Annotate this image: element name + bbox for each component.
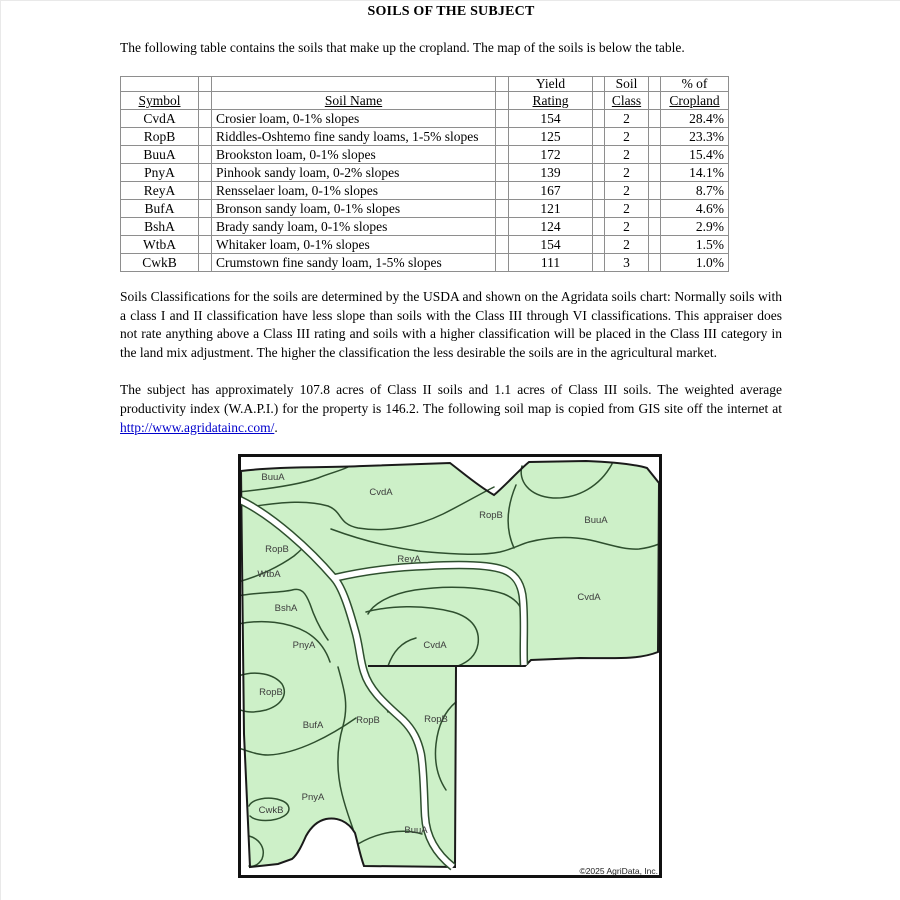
- map-soil-label: BuuA: [404, 825, 428, 837]
- table-row: [121, 146, 729, 164]
- map-soil-label: BuuA: [261, 472, 285, 484]
- cell-soil-name: Crosier loam, 0-1% slopes: [212, 110, 496, 128]
- table-row: [121, 164, 729, 182]
- spacer-cell: [496, 218, 509, 236]
- cell-soil-name: Bronson sandy loam, 0-1% slopes: [212, 200, 496, 218]
- cell-soil-class: 2: [605, 128, 649, 146]
- spacer-cell: [199, 92, 212, 110]
- spacer-cell: [649, 77, 661, 92]
- spacer-cell: [649, 200, 661, 218]
- spacer-cell: [593, 164, 605, 182]
- spacer-cell: [649, 236, 661, 254]
- cell-symbol: BuuA: [121, 146, 199, 164]
- table-row: [121, 218, 729, 236]
- map-soil-label: RopB: [356, 715, 380, 727]
- cell-pct-cropland: 14.1%: [661, 164, 729, 182]
- header-cropland-bottom: Cropland: [661, 92, 729, 110]
- subject-text-before-link: The subject has approximately 107.8 acres of Class II soils and 1.1 acres of Class III soils. The weighted average productivity index (W.A.P.I.) for the property is 146.2. The following soil map is copied from GIS site off the internet at: [120, 382, 782, 416]
- header-cell-empty: [121, 77, 199, 92]
- map-soil-label: RopB: [259, 687, 283, 699]
- cell-pct-cropland: 1.5%: [661, 236, 729, 254]
- cell-soil-class: 2: [605, 236, 649, 254]
- header-class-top: Soil: [605, 77, 649, 92]
- spacer-cell: [199, 218, 212, 236]
- spacer-cell: [199, 110, 212, 128]
- map-soil-label: RopB: [265, 544, 289, 556]
- cell-symbol: WtbA: [121, 236, 199, 254]
- spacer-cell: [199, 128, 212, 146]
- spacer-cell: [649, 254, 661, 272]
- cell-soil-class: 2: [605, 182, 649, 200]
- cell-symbol: BshA: [121, 218, 199, 236]
- spacer-cell: [649, 128, 661, 146]
- spacer-cell: [593, 218, 605, 236]
- cell-soil-class: 2: [605, 218, 649, 236]
- header-class-bottom: Class: [605, 92, 649, 110]
- map-soil-label: BshA: [274, 603, 298, 615]
- spacer-cell: [649, 218, 661, 236]
- cell-yield-rating: 125: [509, 128, 593, 146]
- map-soil-label: ReyA: [397, 554, 421, 566]
- spacer-cell: [649, 110, 661, 128]
- spacer-cell: [593, 182, 605, 200]
- soils-table: [120, 76, 729, 272]
- cell-symbol: BufA: [121, 200, 199, 218]
- cell-symbol: RopB: [121, 128, 199, 146]
- cell-soil-name: Rensselaer loam, 0-1% slopes: [212, 182, 496, 200]
- cell-yield-rating: 154: [509, 110, 593, 128]
- table-header-row-2: [121, 92, 729, 110]
- cell-soil-class: 2: [605, 146, 649, 164]
- spacer-cell: [593, 92, 605, 110]
- map-soil-label: BufA: [302, 720, 324, 732]
- spacer-cell: [649, 164, 661, 182]
- table-header-row-1: [121, 77, 729, 92]
- intro-paragraph: The following table contains the soils that make up the cropland. The map of the soils is below the table.: [120, 40, 685, 55]
- page-title: SOILS OF THE SUBJECT: [367, 4, 535, 19]
- header-symbol: Symbol: [121, 92, 199, 110]
- cell-symbol: CwkB: [121, 254, 199, 272]
- table-row: [121, 254, 729, 272]
- header-soil-name: Soil Name: [212, 92, 496, 110]
- spacer-cell: [199, 182, 212, 200]
- spacer-cell: [593, 200, 605, 218]
- cell-symbol: CvdA: [121, 110, 199, 128]
- map-copyright: ©2025 AgriData, Inc.: [579, 866, 658, 877]
- table-row: [121, 200, 729, 218]
- spacer-cell: [199, 236, 212, 254]
- cell-symbol: PnyA: [121, 164, 199, 182]
- spacer-cell: [649, 92, 661, 110]
- spacer-cell: [199, 164, 212, 182]
- cell-soil-name: Brookston loam, 0-1% slopes: [212, 146, 496, 164]
- spacer-cell: [496, 200, 509, 218]
- spacer-cell: [496, 77, 509, 92]
- spacer-cell: [199, 146, 212, 164]
- cell-pct-cropland: 8.7%: [661, 182, 729, 200]
- cell-yield-rating: 139: [509, 164, 593, 182]
- subject-paragraph: [120, 381, 782, 437]
- cell-soil-name: Crumstown fine sandy loam, 1-5% slopes: [212, 254, 496, 272]
- cell-yield-rating: 154: [509, 236, 593, 254]
- cell-yield-rating: 172: [509, 146, 593, 164]
- map-soil-label: PnyA: [292, 640, 316, 652]
- header-cropland-top: % of: [661, 77, 729, 92]
- map-soil-label: CvdA: [577, 592, 601, 604]
- table-row: [121, 236, 729, 254]
- cell-pct-cropland: 28.4%: [661, 110, 729, 128]
- spacer-cell: [593, 236, 605, 254]
- header-cell-empty: [212, 77, 496, 92]
- cell-soil-name: Pinhook sandy loam, 0-2% slopes: [212, 164, 496, 182]
- header-yield-bottom: Rating: [509, 92, 593, 110]
- cell-pct-cropland: 15.4%: [661, 146, 729, 164]
- soil-map: [238, 454, 662, 878]
- agridata-link[interactable]: http://www.agridatainc.com/: [120, 419, 275, 435]
- spacer-cell: [199, 254, 212, 272]
- cell-soil-name: Riddles-Oshtemo fine sandy loams, 1-5% slopes: [212, 128, 496, 146]
- table-row: [121, 110, 729, 128]
- cell-yield-rating: 167: [509, 182, 593, 200]
- spacer-cell: [593, 146, 605, 164]
- table-row: [121, 128, 729, 146]
- cell-pct-cropland: 1.0%: [661, 254, 729, 272]
- cell-symbol: ReyA: [121, 182, 199, 200]
- map-soil-label: CvdA: [369, 487, 393, 499]
- cell-yield-rating: 121: [509, 200, 593, 218]
- subject-text-after-link: .: [274, 419, 278, 435]
- cell-soil-class: 3: [605, 254, 649, 272]
- cell-soil-class: 2: [605, 164, 649, 182]
- map-soil-label: CwkB: [258, 805, 284, 817]
- map-soil-label: WtbA: [257, 569, 281, 581]
- spacer-cell: [593, 77, 605, 92]
- cell-pct-cropland: 23.3%: [661, 128, 729, 146]
- table-row: [121, 182, 729, 200]
- spacer-cell: [649, 182, 661, 200]
- spacer-cell: [496, 164, 509, 182]
- map-soil-label: RopB: [479, 510, 503, 522]
- spacer-cell: [496, 92, 509, 110]
- spacer-cell: [496, 110, 509, 128]
- spacer-cell: [496, 128, 509, 146]
- map-soil-label: RopB: [424, 714, 448, 726]
- spacer-cell: [593, 128, 605, 146]
- map-soil-label: CvdA: [423, 640, 447, 652]
- cell-pct-cropland: 4.6%: [661, 200, 729, 218]
- map-soil-label: BuuA: [584, 515, 608, 527]
- cell-soil-class: 2: [605, 110, 649, 128]
- cell-yield-rating: 111: [509, 254, 593, 272]
- spacer-cell: [496, 236, 509, 254]
- spacer-cell: [496, 146, 509, 164]
- spacer-cell: [649, 146, 661, 164]
- classifications-paragraph: Soils Classifications for the soils are determined by the USDA and shown on the Agridata soils chart: Normally soils with a class I and II classification have less slope than soils with the Class III through VI classifications. This appraiser does not rate anything above a Class III rating and soils with a higher classification will be placed in the Class III category in the land mix adjustment. The higher the classification the less desirable the soils are in the agricultural market.: [120, 289, 782, 360]
- cell-soil-name: Whitaker loam, 0-1% slopes: [212, 236, 496, 254]
- cell-yield-rating: 124: [509, 218, 593, 236]
- spacer-cell: [593, 110, 605, 128]
- spacer-cell: [199, 77, 212, 92]
- map-soil-label: PnyA: [301, 792, 325, 804]
- header-yield-top: Yield: [509, 77, 593, 92]
- cell-soil-class: 2: [605, 200, 649, 218]
- cell-soil-name: Brady sandy loam, 0-1% slopes: [212, 218, 496, 236]
- spacer-cell: [593, 254, 605, 272]
- cell-pct-cropland: 2.9%: [661, 218, 729, 236]
- spacer-cell: [496, 182, 509, 200]
- spacer-cell: [199, 200, 212, 218]
- spacer-cell: [496, 254, 509, 272]
